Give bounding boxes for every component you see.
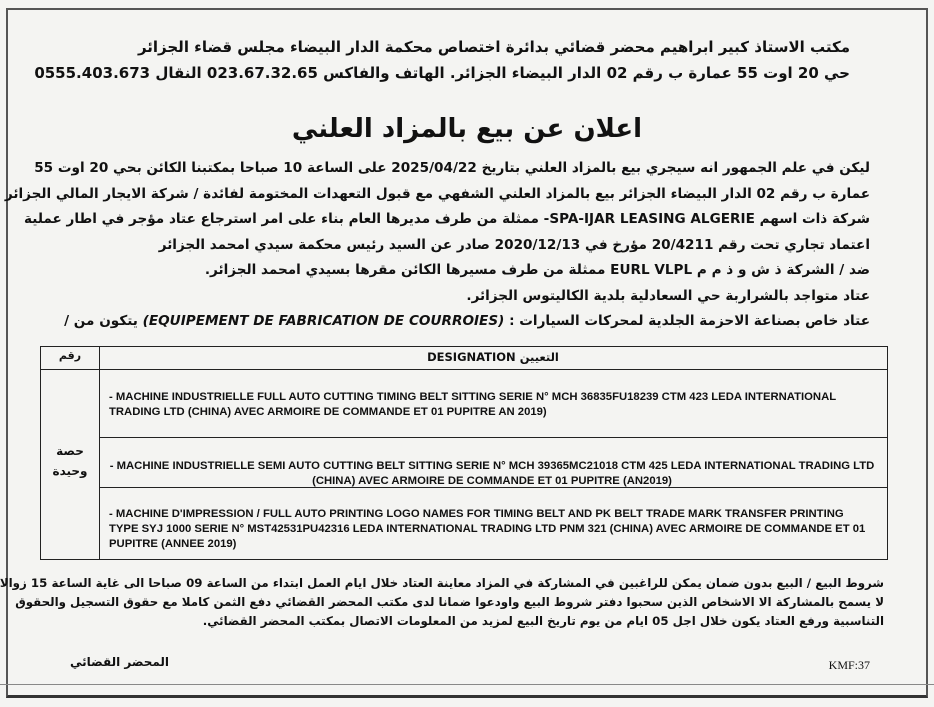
body-line: شركة ذات اسهم SPA-IJAR LEASING ALGERIE- ممثلة من طرف مديرها العام بناء على امر استرجاع عتاد مؤجر في اطار عملية [24, 211, 870, 227]
notice-body [4, 156, 870, 335]
table-row: - MACHINE INDUSTRIELLE SEMI AUTO CUTTING BELT SITTING SERIE N° MCH 39365MC21018 CTM 425 LEDA INTERNATIONAL TRADING LTD (CHINA) AVEC ARMOIRE DE COMMANDE ET 01 PUPITRE (AN2019) [109, 460, 875, 487]
body-line: اعتماد تجاري تحت رقم 20/4211 مؤرخ في 2020/12/13 صادر عن السيد رئيس محكمة سيدي امحمد الجزائر [158, 236, 870, 253]
table-row-divider [99, 437, 887, 438]
table-header-divider [41, 369, 887, 370]
lot-label-line: وحيدة [52, 464, 88, 478]
column-designation-header: DESIGNATION التعيين [427, 350, 559, 364]
equipment-french: (EQUIPEMENT DE FABRICATION DE COURROIES) [142, 313, 505, 329]
equipment-end: يتكون من / [64, 313, 138, 329]
condition-line: شروط البيع / البيع بدون ضمان يمكن للراغبين في المشاركة في المزاد معاينة العتاد خلال ايام العمل ابتداء من الساعة 09 صباحا الى غاية الساعة 15 زوالا [0, 576, 884, 590]
equipment-label: عتاد خاص بصناعة الاحزمة الجلدية لمحركات السيارات : [509, 313, 870, 329]
bailiff-signature: المحضر القضائي [70, 655, 170, 669]
table-row: - MACHINE D'IMPRESSION / FULL AUTO PRINTING LOGO NAMES FOR TIMING BELT AND PK BELT TRADE MARK TRANSFER PRINTING TYPE SYJ 1000 SERIE N° MST42531PU42316 LEDA INTERNATIONAL TRADING LTD PNM 321 (CHINA) AVEC ARMOIRE DE COMMANDE ET 01 PUPITRE (ANNEE 2019) [109, 508, 866, 550]
equipment-table [40, 346, 888, 560]
equipment-line [64, 309, 870, 335]
office-header: مكتب الاستاذ كبير ابراهيم محضر قضائي بدائرة اختصاص محكمة الدار البيضاء مجلس قضاء الجزائر [137, 38, 850, 56]
table-row: - MACHINE INDUSTRIELLE FULL AUTO CUTTING TIMING BELT SITTING SERIE N° MCH 36835FU18239 CTM 423 LEDA INTERNATIONAL TRADING LTD (CHINA) AVEC ARMOIRE DE COMMANDE ET 01 PUPITRE AN 2019) [109, 391, 836, 418]
condition-line: التناسبية ورفع العتاد يكون خلال اجل 05 ايام من يوم تاريخ البيع لمزيد من المعلومات الاتصال بمكتب المحضر القضائي. [202, 614, 884, 628]
sale-conditions [0, 574, 884, 631]
column-number-header: رقم [58, 349, 82, 362]
table-column-divider [99, 347, 100, 559]
body-line: عمارة ب رقم 02 الدار البيضاء الجزائر بيع بالمزاد العلني الشفهي مع قبول التعهدات المختومة لفائدة / شركة الايجار المالي الجزائر [4, 185, 870, 202]
bottom-rule [0, 684, 934, 685]
notice-title: اعلان عن بيع بالمزاد العلني [291, 114, 643, 144]
lot-label-line: حصة [56, 444, 84, 458]
body-line: ضد / الشركة ذ ش و ذ م م EURL VLPL ممثلة من طرف مسيرها الكائن مقرها بسيدي امحمد الجزائر. [204, 262, 870, 278]
office-address: حي 20 اوت 55 عمارة ب رقم 02 الدار البيضاء الجزائر. الهاتف والفاكس 023.67.32.65 النقال 0555.403.673 [34, 64, 850, 82]
body-line: ليكن في علم الجمهور انه سيجري بيع بالمزاد العلني بتاريخ 2025/04/22 على الساعة 10 صباحا بمكتبنا الكائن بحي 20 اوت 55 [34, 160, 870, 176]
lot-label [41, 441, 99, 481]
document-reference: KMF:37 [828, 658, 870, 672]
condition-line: لا يسمح بالمشاركة الا الاشخاص الذين سحبوا دفتر شروط البيع واودعوا ضمانا لدى مكتب المحضر القضائي دفع الثمن كاملا مع حقوق التسجيل والحقوق [15, 595, 884, 609]
body-line: عتاد متواجد بالشراربة حي السعادلية بلدية الكاليتوس الجزائر. [466, 287, 870, 304]
